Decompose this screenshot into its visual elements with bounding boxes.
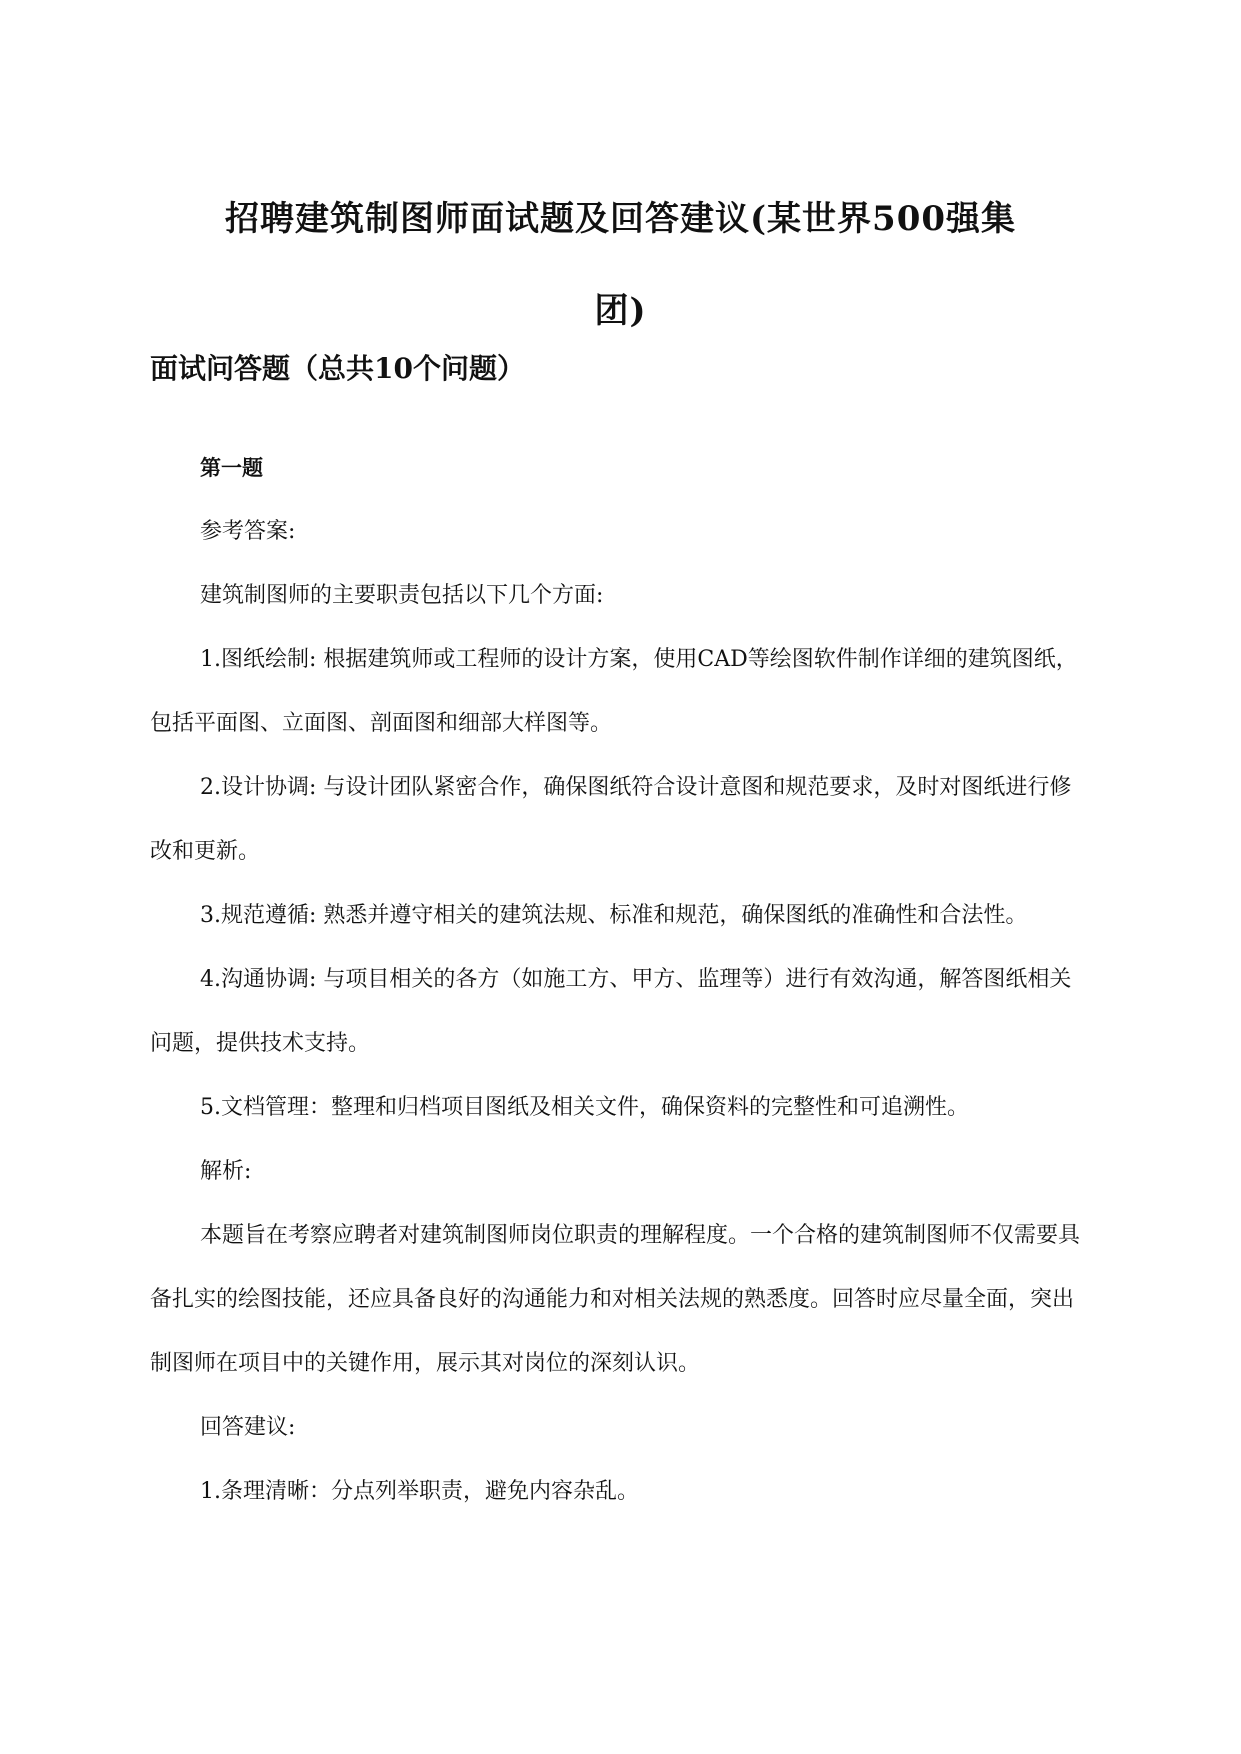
question-1-block <box>150 436 1090 1524</box>
answer-point-3: 3.规范遵循: 熟悉并遵守相关的建筑法规、标准和规范，确保图纸的准确性和合法性。 <box>200 903 1028 928</box>
document-title <box>150 173 1091 357</box>
answer-point-2: 2.设计协调: 与设计团队紧密合作，确保图纸符合设计意图和规范要求，及时对图纸进行修改和更新。 <box>150 775 1072 864</box>
suggestion-label: 回答建议: <box>200 1415 296 1440</box>
analysis-text: 本题旨在考察应聘者对建筑制图师岗位职责的理解程度。一个合格的建筑制图师不仅需要具备扎实的绘图技能，还应具备良好的沟通能力和对相关法规的熟悉度。回答时应尽量全面，突出制图师在项目中的关键作用，展示其对岗位的深刻认识。 <box>150 1223 1081 1376</box>
answer-point-4: 4.沟通协调: 与项目相关的各方（如施工方、甲方、监理等）进行有效沟通，解答图纸相关问题，提供技术支持。 <box>150 967 1072 1056</box>
question-title: 第一题 <box>200 455 263 480</box>
suggestion-item-1: 1.条理清晰：分点列举职责，避免内容杂乱。 <box>200 1479 639 1504</box>
answer-point-5: 5.文档管理：整理和归档项目图纸及相关文件，确保资料的完整性和可追溯性。 <box>200 1095 969 1120</box>
answer-intro: 建筑制图师的主要职责包括以下几个方面: <box>200 583 604 608</box>
analysis-label: 解析: <box>200 1159 252 1184</box>
answer-point-1: 1.图纸绘制: 根据建筑师或工程师的设计方案，使用CAD等绘图软件制作详细的建筑图纸，包括平面图、立面图、剖面图和细部大样图等。 <box>150 647 1078 736</box>
document-title-line-1: 招聘建筑制图师面试题及回答建议(某世界500强集 <box>224 198 1017 239</box>
answer-label: 参考答案: <box>200 519 296 544</box>
section-heading: 面试问答题（总共10个问题） <box>150 352 525 385</box>
document-title-line-2: 团) <box>594 290 647 331</box>
